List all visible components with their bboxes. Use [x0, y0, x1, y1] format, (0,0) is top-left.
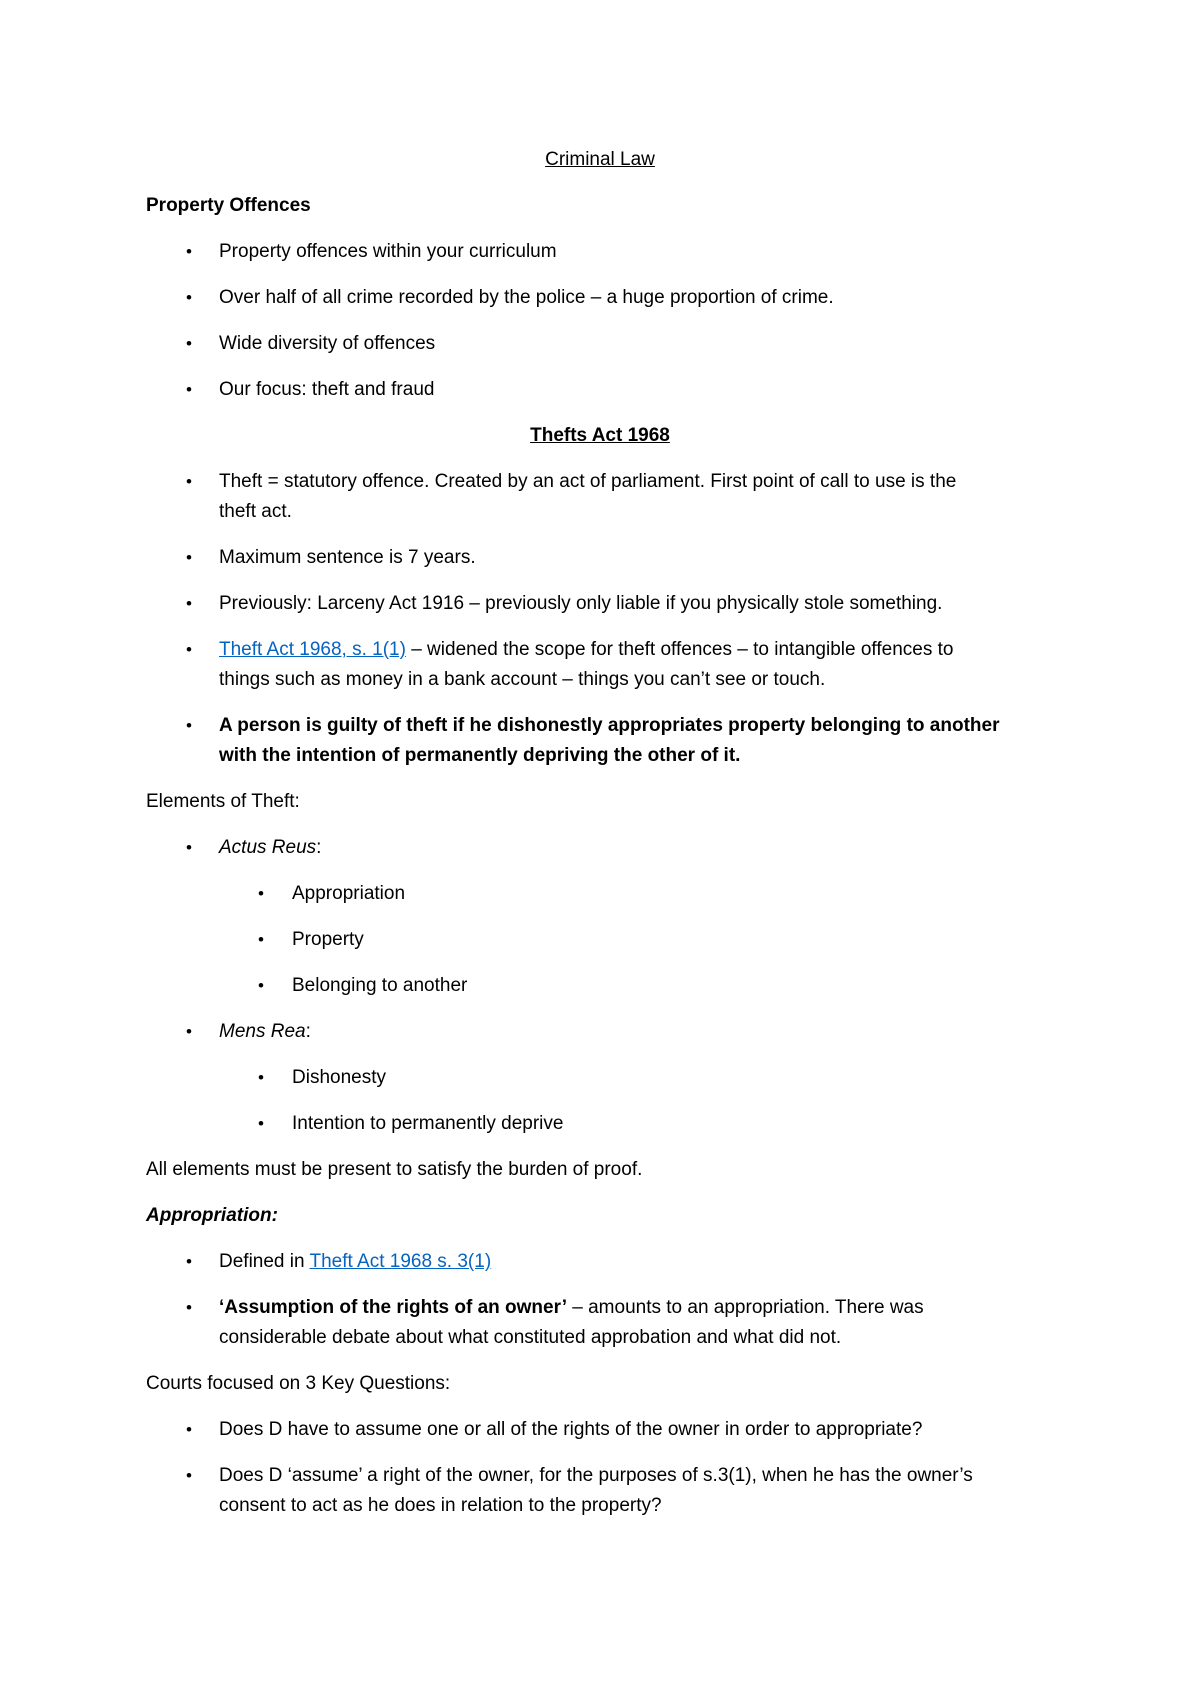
theft-definition: A person is guilty of theft if he dishonestly appropriates property belonging to another: [219, 715, 1000, 736]
list-item: Previously: Larceny Act 1916 – previously only liable if you physically stole something.: [219, 593, 943, 614]
assumption-phrase: ‘Assumption of the rights of an owner’: [219, 1297, 567, 1318]
sub-list-item: Appropriation: [292, 883, 406, 904]
list-item: Over half of all crime recorded by the police – a huge proportion of crime.: [219, 287, 834, 308]
list-item-text: Defined in: [219, 1251, 310, 1272]
theft-act-s3-link[interactable]: Theft Act 1968 s. 3(1): [309, 1251, 492, 1272]
document-title: Criminal Law: [545, 149, 655, 170]
bullet-icon: •: [186, 288, 192, 307]
list-item-text: – widened the scope for theft offences – to intangible offences to: [405, 639, 954, 660]
section-heading-property-offences: Property Offences: [146, 195, 311, 216]
bullet-icon: •: [258, 1114, 264, 1133]
bullet-icon: •: [186, 1466, 192, 1485]
list-item: Maximum sentence is 7 years.: [219, 547, 476, 568]
bullet-icon: •: [186, 838, 192, 857]
bullet-icon: •: [258, 884, 264, 903]
bullet-icon: •: [186, 548, 192, 567]
list-item-text: – amounts to an appropriation. There was: [566, 1297, 924, 1318]
list-item: [219, 1017, 311, 1047]
paragraph: All elements must be present to satisfy the burden of proof.: [146, 1159, 643, 1180]
bullet-icon: •: [258, 976, 264, 995]
bullet-icon: •: [186, 640, 192, 659]
colon-text: :: [305, 1021, 311, 1042]
sub-list-item: Belonging to another: [292, 975, 468, 996]
sub-list-item: Intention to permanently deprive: [292, 1113, 564, 1134]
bullet-icon: •: [186, 1298, 192, 1317]
list-item: [219, 1293, 924, 1323]
bullet-icon: •: [186, 594, 192, 613]
list-item: Does D ‘assume’ a right of the owner, for the purposes of s.3(1), when he has the owner’s: [219, 1465, 973, 1486]
sub-list-item: Dishonesty: [292, 1067, 386, 1088]
bullet-icon: •: [186, 716, 192, 735]
list-item: [219, 1247, 491, 1277]
theft-act-s1-link[interactable]: Theft Act 1968, s. 1(1): [219, 639, 406, 660]
theft-definition-continuation: with the intention of permanently depriving the other of it.: [219, 745, 741, 766]
bullet-icon: •: [186, 1022, 192, 1041]
section-heading-thefts-act: Thefts Act 1968: [530, 425, 670, 446]
list-item-continuation: consent to act as he does in relation to the property?: [219, 1495, 662, 1516]
mens-rea-label: Mens Rea: [219, 1021, 306, 1042]
elements-heading: Elements of Theft:: [146, 791, 300, 812]
list-item-continuation: theft act.: [219, 501, 292, 522]
bullet-icon: •: [186, 472, 192, 491]
bullet-icon: •: [186, 380, 192, 399]
list-item: Wide diversity of offences: [219, 333, 436, 354]
list-item: Theft = statutory offence. Created by an act of parliament. First point of call to use is the: [219, 471, 957, 492]
colon-text: :: [316, 837, 322, 858]
list-item-continuation: things such as money in a bank account – things you can’t see or touch.: [219, 669, 826, 690]
list-item: Does D have to assume one or all of the rights of the owner in order to appropriate?: [219, 1419, 923, 1440]
questions-heading: Courts focused on 3 Key Questions:: [146, 1373, 451, 1394]
bullet-icon: •: [258, 930, 264, 949]
bullet-icon: •: [186, 1420, 192, 1439]
list-item-continuation: considerable debate about what constituted approbation and what did not.: [219, 1327, 842, 1348]
list-item: Our focus: theft and fraud: [219, 379, 435, 400]
list-item: [219, 833, 321, 863]
bullet-icon: •: [258, 1068, 264, 1087]
actus-reus-label: Actus Reus: [219, 837, 317, 858]
bullet-icon: •: [186, 1252, 192, 1271]
list-item: Property offences within your curriculum: [219, 241, 557, 262]
bullet-icon: •: [186, 242, 192, 261]
list-item: [219, 635, 953, 665]
bullet-icon: •: [186, 334, 192, 353]
appropriation-heading: Appropriation:: [146, 1205, 278, 1226]
sub-list-item: Property: [292, 929, 364, 950]
